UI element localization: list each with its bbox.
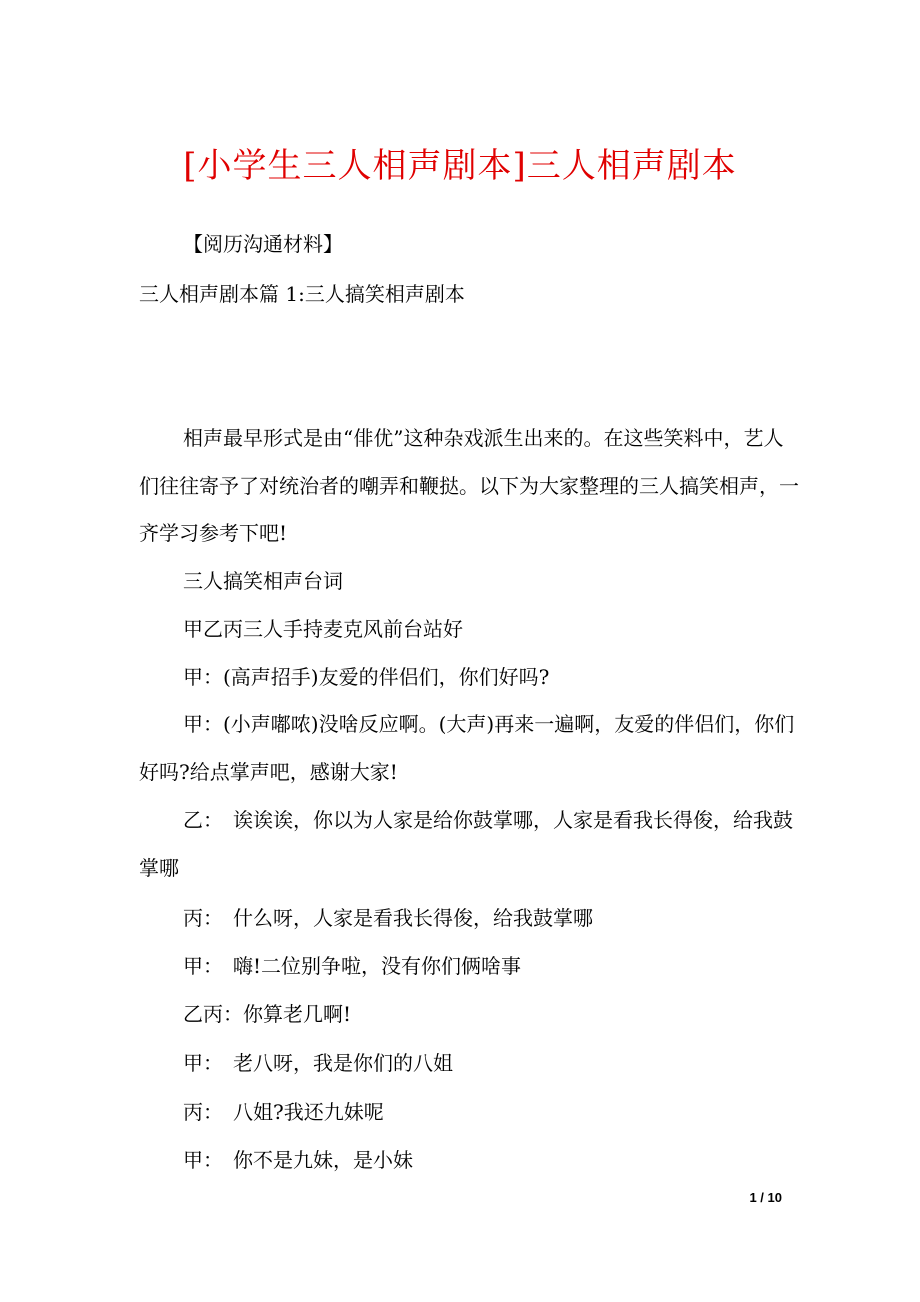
source-tag: 【阅历沟通材料】 [183,232,343,256]
dialogue-line: 甲：(小声嘟哝)没啥反应啊。(大声)再来一遍啊，友爱的伴侣们，你们好吗?给点掌声吧，感谢大家! [139,712,795,784]
dialogue-line: 甲：(高声招手)友爱的伴侣们，你们好吗? [183,665,550,689]
script-heading: 三人搞笑相声台词 [183,569,343,593]
section-heading: 三人相声剧本篇 1:三人搞笑相声剧本 [139,282,465,306]
document-title: [小学生三人相声剧本]三人相声剧本 [183,146,737,186]
dialogue-line: 丙： 什么呀，人家是看我长得俊，给我鼓掌哪 [183,906,593,930]
dialogue-line: 甲： 嗨!二位别争啦，没有你们俩啥事 [183,954,522,978]
dialogue-line: 甲： 老八呀，我是你们的八姐 [183,1051,453,1075]
dialogue-line: 丙： 八姐?我还九妹呢 [183,1100,384,1124]
dialogue-line: 乙丙：你算老几啊! [183,1002,352,1026]
page-number: 1 / 10 [749,1190,782,1205]
stage-direction: 甲乙丙三人手持麦克风前台站好 [183,617,463,641]
dialogue-line: 乙： 诶诶诶，你以为人家是给你鼓掌哪，人家是看我长得俊，给我鼓掌哪 [139,808,793,880]
intro-paragraph: 相声最早形式是由“俳优”这种杂戏派生出来的。在这些笑料中，艺人们往往寄予了对统治者的嘲弄和鞭挞。以下为大家整理的三人搞笑相声，一齐学习参考下吧! [139,426,799,545]
dialogue-line: 甲： 你不是九妹，是小妹 [183,1148,413,1172]
